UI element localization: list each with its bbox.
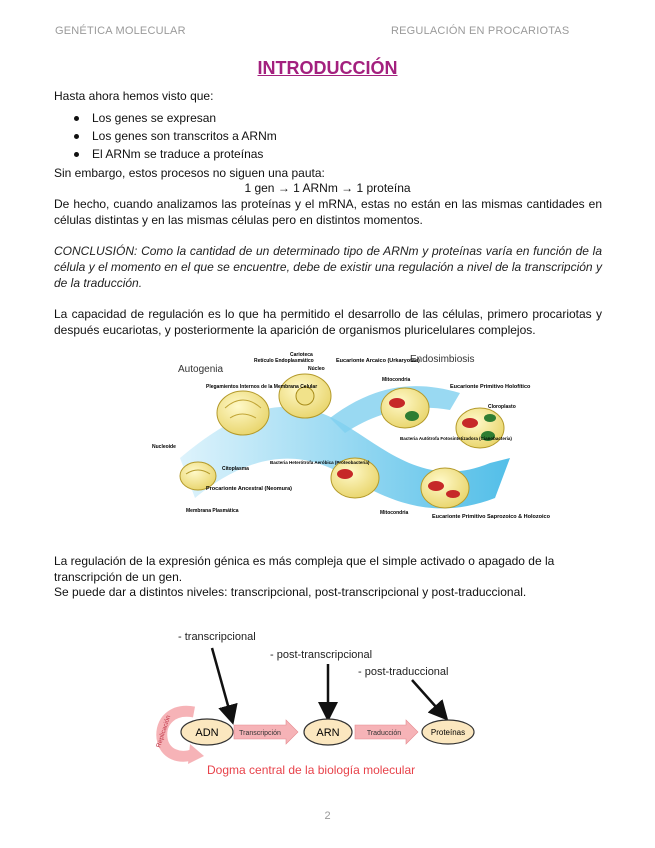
formula: 1 gen → 1 ARNm → 1 proteína [244,181,411,195]
bullet-list [54,109,277,163]
label-post-transcripcional: - post-transcripcional [270,649,373,661]
cell-urkaryotae [279,374,331,418]
label-endosimbiosis: Endosimbiosis [410,354,475,365]
cell-holofitico-2 [456,408,504,448]
label-mitocondria-1: Mitocondria [382,377,411,383]
page-title: INTRODUCCIÓN [257,58,398,78]
label-nucleoide: Nucleoide [152,444,176,450]
page-number: 2 [324,810,331,822]
list-item: Los genes son transcritos a ARNm [54,127,277,145]
figure-caption: Dogma central de la biología molecular [207,763,416,777]
label-plegamientos: Plegamientos Internos de la Membrana Celular [206,384,318,390]
paragraph-de-hecho: De hecho, cuando analizamos las proteínas y el mRNA, estas no están en las mismas cantidades en células distintas y en las mismas células pero en distintos momentos. [54,197,602,227]
label-membrana: Membrana Plasmática [186,508,239,514]
label-procarionte: Procarionte Ancestral (Neomura) [206,486,292,492]
cell-saprozoico [421,468,469,508]
label-eucarionte-saprozoico: Eucarionte Primitivo Saprozoico & Holozoico [432,514,550,520]
label-nucleo: Núcleo [308,366,325,372]
endosymbiosis-figure [150,348,550,538]
list-item: El ARNm se traduce a proteínas [54,145,277,163]
label-citoplasma: Citoplasma [222,466,249,472]
arrow-transcripcional [212,648,232,720]
paragraph-capacidad: La capacidad de regulación es lo que ha permitido el desarrollo de las células, primero procariotas y después eucariotas, y posteriormente la aparición de organismos pluricelulares complejos. [54,307,602,337]
label-arn: ARN [316,727,340,739]
conclusion-paragraph: CONCLUSIÓN: Como la cantidad de un determinado tipo de ARNm y proteínas varía en función de la célula y el momento en el que se encuentre, debe de existir una regulación a nivel de la transcripción y de la traducción. [54,244,602,290]
header-right: REGULACIÓN EN PROCARIOTAS [391,25,570,37]
label-eucarionte-arcaico: Eucarionte Arcaico (Urkaryotae) [336,358,420,364]
label-cloroplasto: Cloroplasto [488,404,516,410]
header-left: GENÉTICA MOLECULAR [55,25,186,37]
label-mitocondria-2: Mitocondria [380,510,409,516]
intro-text: Hasta ahora hemos visto que: [54,89,214,103]
label-autogenia: Autogenia [178,364,224,375]
paragraph-niveles: Se puede dar a distintos niveles: transcripcional, post-transcripcional y post-traduccional. [54,585,527,599]
label-replicacion: Replicación [155,714,173,749]
label-adn: ADN [195,727,219,739]
paragraph-regulacion: La regulación de la expresión génica es más compleja que el simple activado o apagado de la transcripción de un gen. [54,554,555,584]
label-proteinas: Proteínas [430,728,466,737]
central-dogma-figure [150,620,490,785]
paragraph-sin-embargo: Sin embargo, estos procesos no siguen una pauta: [54,166,325,180]
label-reticulo: Retículo Endoplasmático [254,358,314,364]
label-bacteria-autotrofa: Bacteria Autótrofa Fotosintetizadora (Cianobacteria) [400,436,512,441]
label-traduccion: Traducción [366,730,402,737]
label-post-traduccional: - post-traduccional [358,666,449,678]
label-transcripcion: Transcripción [239,730,281,737]
label-eucarionte-holofitico: Eucarionte Primitivo Holofítico [450,384,531,390]
arrow-post-traduccional [412,680,445,717]
cell-infolding [217,391,269,435]
label-bacteria-heterotrofa: Bacteria Heterótrofa Aeróbica (Proteobacteria) [270,460,370,465]
label-transcripcional: - transcripcional [178,631,256,643]
cell-holofitico-1 [381,388,429,428]
list-item: Los genes se expresan [54,109,277,127]
label-carioteca: Carioteca [290,352,313,358]
